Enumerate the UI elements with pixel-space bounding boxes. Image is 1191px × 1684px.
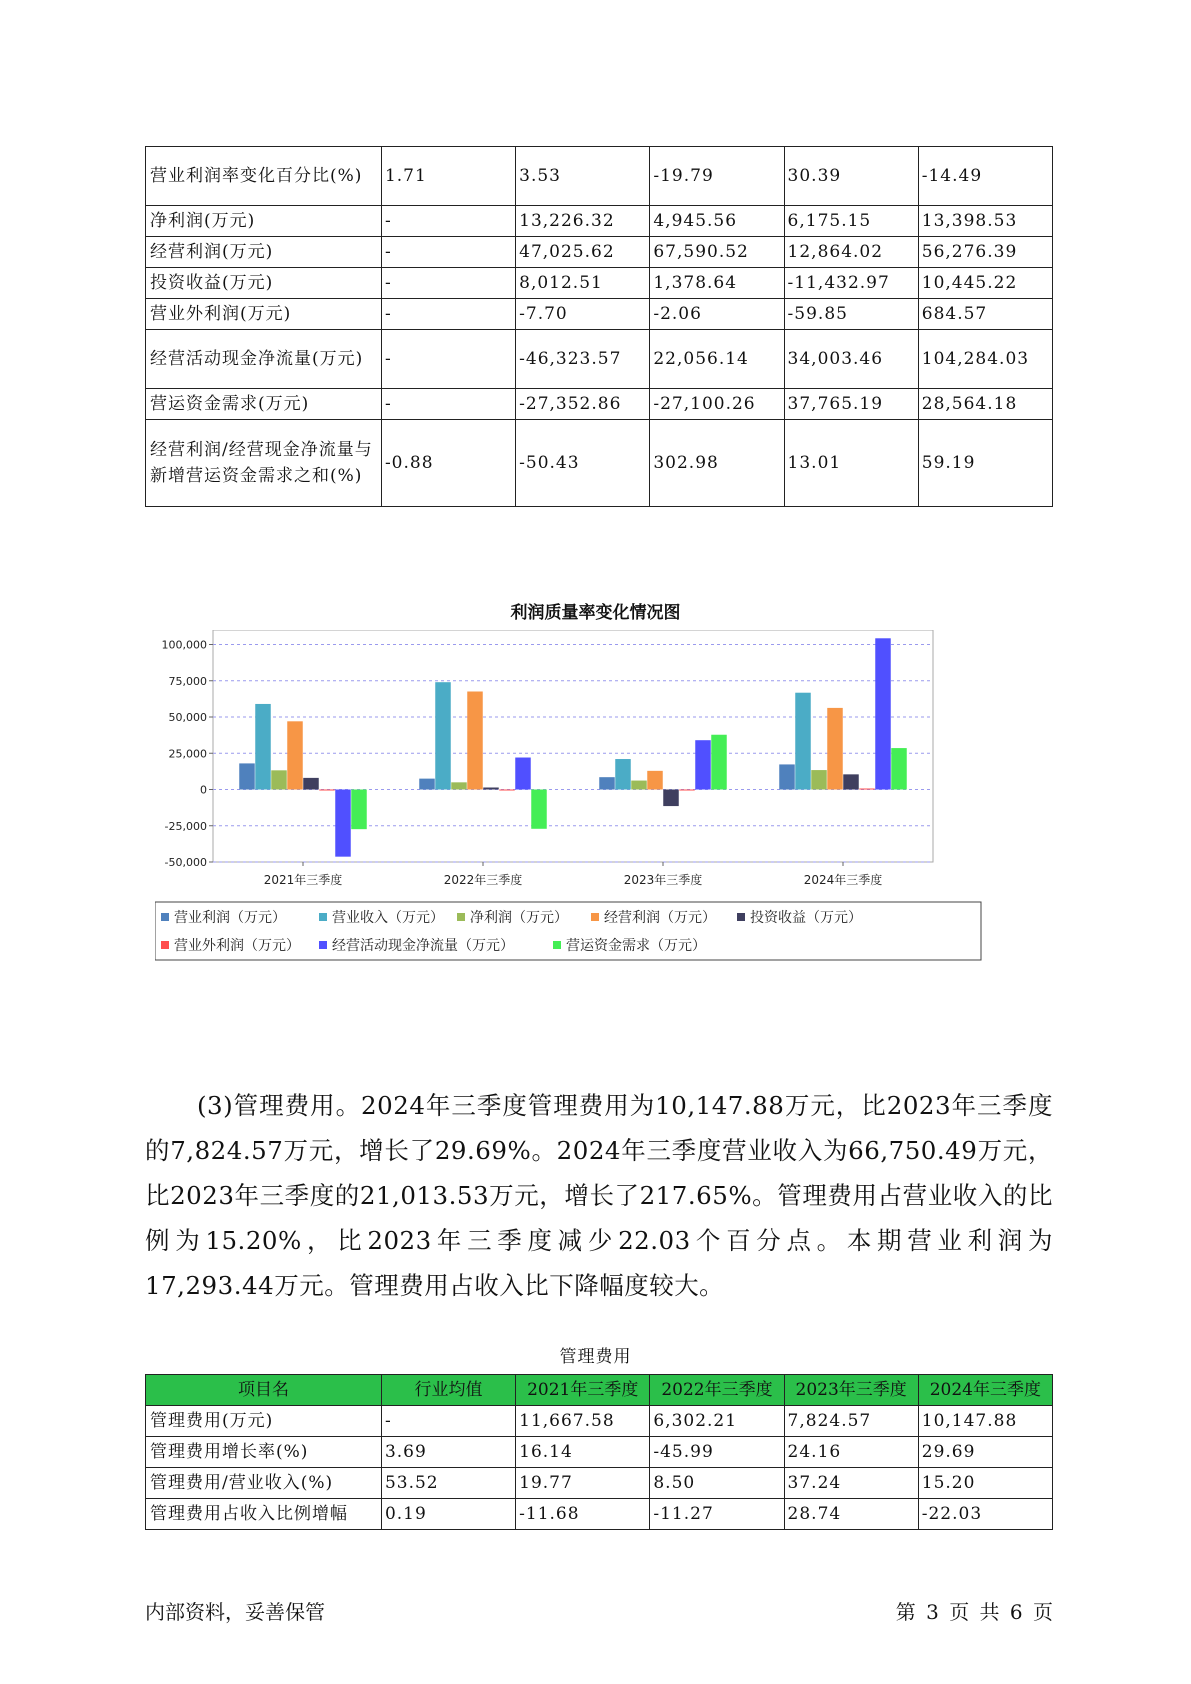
bar [451,782,467,789]
table-cell: 34,003.46 [784,330,918,389]
table-cell: 67,590.52 [650,237,784,268]
table-cell: 28,564.18 [918,389,1052,420]
bar [483,788,499,790]
row-label: 经营活动现金净流量(万元) [146,330,382,389]
table-cell: 3.69 [381,1437,515,1468]
table-row [146,420,1053,507]
column-header: 行业均值 [381,1375,515,1406]
table-cell: 13,226.32 [516,206,650,237]
table-cell: 684.57 [918,299,1052,330]
table-cell: 6,302.21 [650,1406,784,1437]
row-label: 管理费用/营业收入(%) [146,1468,382,1499]
bar [647,771,663,790]
table-cell: 13.01 [784,420,918,507]
bar [351,790,367,830]
table-cell: -22.03 [918,1499,1052,1530]
management-expense-paragraph: (3)管理费用。2024年三季度管理费用为10,147.88万元，比2023年三季度的7,824.57万元，增长了29.69%。2024年三季度营业收入为66,750.49万元，比2023年三季度的21,013.53万元，增长了217.65%。管理费用占营业收入的比例为15.20%，比2023年三季度减少22.03个百分点。本期营业利润为17,293.44万元。管理费用占收入比下降幅度较大。 [145,1091,1053,1300]
table-cell: 10,147.88 [918,1406,1052,1437]
bar [419,779,435,790]
legend-label: 经营活动现金净流量（万元） [332,938,514,954]
table-row [146,237,1053,268]
bar [467,691,483,789]
table-cell: 28.74 [784,1499,918,1530]
table-cell: 56,276.39 [918,237,1052,268]
table-cell: - [381,299,515,330]
table-cell: -2.06 [650,299,784,330]
y-tick-label: -25,000 [164,819,207,833]
x-tick-label: 2023年三季度 [623,873,703,887]
table-cell: 1.71 [381,147,515,206]
bar [271,770,287,789]
table-cell: -19.79 [650,147,784,206]
table-cell: -27,352.86 [516,389,650,420]
column-header: 2021年三季度 [516,1375,650,1406]
legend-swatch [457,913,465,921]
table-cell: 59.19 [918,420,1052,507]
table-row [146,206,1053,237]
row-label: 营业外利润(万元) [146,299,382,330]
management-expense-table [145,1374,1053,1530]
footer-page-number: 第 3 页 共 6 页 [895,1600,1053,1624]
table-cell: 10,445.22 [918,268,1052,299]
plot-area [213,630,933,862]
table-row [146,268,1053,299]
table-cell: 19.77 [516,1468,650,1499]
y-tick-label: 50,000 [168,711,207,724]
table-cell: -59.85 [784,299,918,330]
bar [679,790,695,791]
table-cell: 37,765.19 [784,389,918,420]
table-cell: 30.39 [784,147,918,206]
row-label: 营业利润率变化百分比(%) [146,147,382,206]
chart-title: 利润质量率变化情况图 [510,603,681,623]
table-cell: 15.20 [918,1468,1052,1499]
table-row [146,389,1053,420]
row-label: 营运资金需求(万元) [146,389,382,420]
table-cell: - [381,268,515,299]
column-header: 2024年三季度 [918,1375,1052,1406]
table-caption: 管理费用 [559,1347,632,1367]
table-row [146,330,1053,389]
row-label: 管理费用占收入比例增幅 [146,1499,382,1530]
table-cell: -11.68 [516,1499,650,1530]
bar [303,778,319,790]
table-cell: 3.53 [516,147,650,206]
bar [631,781,647,790]
legend-label: 净利润（万元） [470,910,568,926]
column-header: 项目名 [146,1375,382,1406]
table-cell: 302.98 [650,420,784,507]
bar [319,790,335,791]
table-cell: -45.99 [650,1437,784,1468]
table-cell: -50.43 [516,420,650,507]
footer-confidential-note: 内部资料，妥善保管 [145,1600,325,1624]
profit-quality-table [145,146,1053,507]
bar [811,770,827,789]
table-cell: - [381,330,515,389]
table-cell: 7,824.57 [784,1406,918,1437]
row-label: 投资收益(万元) [146,268,382,299]
bar [779,764,795,789]
table-cell: 4,945.56 [650,206,784,237]
table-cell: -7.70 [516,299,650,330]
table-row [146,1499,1053,1530]
y-tick-label: 75,000 [168,674,207,688]
bar [599,777,615,789]
table-cell: 8,012.51 [516,268,650,299]
table-cell: -46,323.57 [516,330,650,389]
bar [695,740,711,789]
table-cell: 37.24 [784,1468,918,1499]
row-label: 管理费用增长率(%) [146,1437,382,1468]
table-header-row [146,1375,1053,1406]
table-cell: 53.52 [381,1468,515,1499]
table-cell: -11,432.97 [784,268,918,299]
row-label: 经营利润(万元) [146,237,382,268]
legend-swatch [737,913,745,921]
bar [499,790,515,791]
table-row [146,299,1053,330]
bar [663,790,679,807]
table-cell: -27,100.26 [650,389,784,420]
legend-label: 营业外利润（万元） [174,938,300,954]
table-cell: -14.49 [918,147,1052,206]
legend-swatch [161,941,169,949]
table-cell: 8.50 [650,1468,784,1499]
legend-swatch [319,941,327,949]
bar [287,721,303,789]
legend-swatch [553,941,561,949]
legend-swatch [161,913,169,921]
table-cell: - [381,206,515,237]
table-cell: 13,398.53 [918,206,1052,237]
bar [795,693,811,790]
table-cell: 12,864.02 [784,237,918,268]
table-cell: - [381,389,515,420]
row-label: 净利润(万元) [146,206,382,237]
table-cell: - [381,1406,515,1437]
table-cell: 29.69 [918,1437,1052,1468]
table-cell: 22,056.14 [650,330,784,389]
bar [859,789,875,790]
bar [875,638,891,789]
table-cell: 16.14 [516,1437,650,1468]
table-cell: -0.88 [381,420,515,507]
bar [843,774,859,789]
x-tick-label: 2021年三季度 [263,873,343,887]
bar [891,748,907,789]
table-cell: 1,378.64 [650,268,784,299]
table-row [146,1468,1053,1499]
bar [255,704,271,790]
legend-label: 营业收入（万元） [332,910,444,926]
bar [531,790,547,829]
table-row [146,147,1053,206]
x-tick-label: 2024年三季度 [803,873,883,887]
table-row [146,1406,1053,1437]
bar [515,758,531,790]
table-cell: 104,284.03 [918,330,1052,389]
y-tick-label: 100,000 [161,638,207,652]
profit-quality-chart [155,630,983,962]
column-header: 2023年三季度 [784,1375,918,1406]
table-cell: 0.19 [381,1499,515,1530]
bar [335,790,351,857]
y-tick-label: 0 [200,783,207,797]
legend-swatch [319,913,327,921]
bar [711,735,727,790]
table-cell: 6,175.15 [784,206,918,237]
table-cell: -11.27 [650,1499,784,1530]
row-label: 管理费用(万元) [146,1406,382,1437]
bar [615,759,631,789]
legend-swatch [591,913,599,921]
table-cell: - [381,237,515,268]
bar [827,708,843,790]
legend-label: 营业利润（万元） [174,910,286,926]
y-tick-label: -50,000 [164,856,207,869]
table-row [146,1437,1053,1468]
table-cell: 11,667.58 [516,1406,650,1437]
bar [435,682,451,789]
y-tick-label: 25,000 [168,747,207,761]
bar [239,763,255,789]
table-cell: 24.16 [784,1437,918,1468]
row-label: 经营利润/经营现金净流量与新增营运资金需求之和(%) [146,420,382,507]
legend-label: 经营利润（万元） [604,910,716,926]
x-tick-label: 2022年三季度 [443,873,523,887]
legend-label: 营运资金需求（万元） [566,938,706,954]
column-header: 2022年三季度 [650,1375,784,1406]
legend-label: 投资收益（万元） [750,910,862,926]
table-cell: 47,025.62 [516,237,650,268]
